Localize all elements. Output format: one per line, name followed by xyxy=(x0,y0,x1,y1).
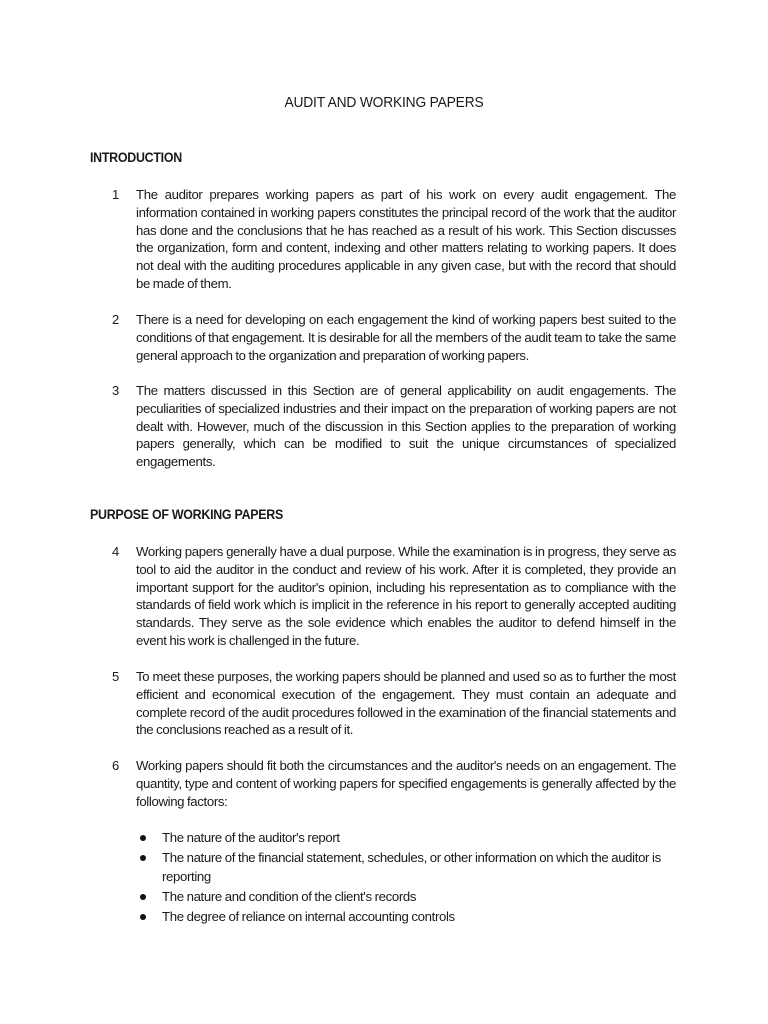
list-item-text: The nature of the auditor's report xyxy=(162,830,340,845)
bullet-icon xyxy=(140,914,146,920)
paragraph-text: Working papers should fit both the circumstances and the auditor's needs on an engagement. The quantity, type and content of working papers for specified engagements is generally affected by the following factors: xyxy=(136,758,676,809)
list-item-text: The nature and condition of the client's records xyxy=(162,888,417,904)
section-heading-purpose: PURPOSE OF WORKING PAPERS xyxy=(90,507,283,522)
paragraph-text: To meet these purposes, the working papers should be planned and used so as to further the most efficient and economical execution of the engagement. They must contain an adequate and complete record of the audit procedures followed in the examination of the financial statements and the conclusions reached as a result of it. xyxy=(136,669,676,738)
paragraph-text: The auditor prepares working papers as part of his work on every audit engagement. The information contained in working papers constitutes the principal record of the work that the auditor has done and the conclusions that he has reached as a result of his work. This Section discusses the organization, form and content, indexing and other matters relating to working papers. It does not deal with the auditing procedures applicable in any given case, but with the record that should be made of them. xyxy=(136,187,676,291)
paragraph-number: 5 xyxy=(112,669,120,684)
paragraph-number: 2 xyxy=(112,312,120,327)
bullet-icon xyxy=(140,894,146,900)
list-item xyxy=(136,849,678,886)
paragraph-number: 1 xyxy=(112,187,120,202)
paragraph-number: 4 xyxy=(112,544,120,559)
paragraph-number: 3 xyxy=(112,383,120,398)
list-item-text: The degree of reliance on internal accounting controls xyxy=(162,908,455,924)
list-item-text: The nature of the financial statement, schedules, or other information on which the auditor is reporting xyxy=(162,850,661,884)
bullet-icon xyxy=(140,855,146,861)
paragraph-text: There is a need for developing on each engagement the kind of working papers best suited to the conditions of that engagement. It is desirable for all the members of the audit team to take the same general approach to the organization and preparation of working papers. xyxy=(136,312,676,363)
factors-bullet-list xyxy=(136,829,678,928)
bullet-icon xyxy=(140,835,146,841)
section-heading-introduction: INTRODUCTION xyxy=(90,150,182,165)
paragraph-text: The matters discussed in this Section are of general applicability on audit engagements. The peculiarities of specialized industries and their impact on the preparation of working papers are not dealt with. However, much of the discussion in this Section applies to the preparation of working papers generally, which can be modified to suit the unique circumstances of specialized engagements. xyxy=(136,383,676,470)
paragraph-number: 6 xyxy=(112,758,120,773)
paragraph-text: Working papers generally have a dual purpose. While the examination is in progress, they serve as tool to aid the auditor in the conduct and review of his work. After it is completed, they provide an important support for the auditor's opinion, including his representation as to compliance with the standards of field work which is implicit in the reference in his report to generally accepted auditing standards. They serve as the sole evidence which enables the auditor to defend himself in the event his work is challenged in the future. xyxy=(136,544,676,648)
list-item xyxy=(136,829,678,848)
list-item xyxy=(136,888,678,907)
list-item xyxy=(136,908,678,927)
document-title: AUDIT AND WORKING PAPERS xyxy=(284,94,484,111)
